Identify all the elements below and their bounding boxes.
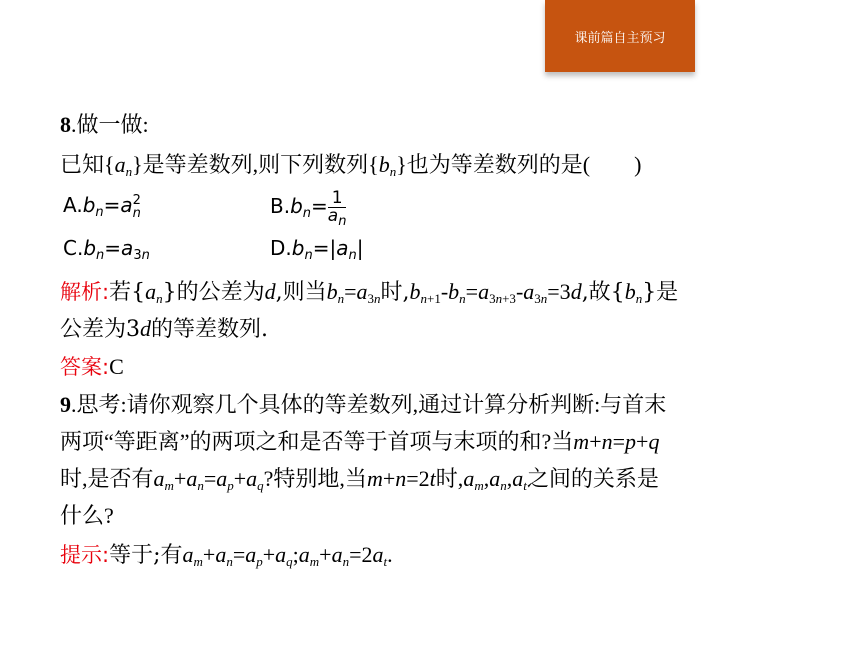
q8-number: 8 bbox=[60, 112, 71, 137]
answer-label: 答案: bbox=[60, 355, 110, 379]
q9-line3: 时,是否有$a_m+a_n=a_p+a_q$?特别地,当m+n=2t时$,a_m,a_n,a_t$之间的关系是 bbox=[60, 466, 659, 493]
q9-line1: 9.思考:请你观察几个具体的等差数列,通过计算分析判断:与首末 bbox=[60, 392, 667, 417]
q8-title-text: .做一做: bbox=[71, 112, 149, 137]
answer-value: C bbox=[109, 354, 124, 379]
q8-option-b: $B.b_n=$ $\frac{1}{a_n}$ bbox=[270, 188, 347, 229]
q9-number: 9 bbox=[60, 392, 71, 417]
q8-analysis-line2: 公差为3d的等差数列. bbox=[60, 316, 268, 342]
hint-label: 提示: bbox=[60, 543, 110, 567]
q8-option-c: $C.b_n=a_{3n}$ bbox=[63, 236, 150, 263]
q8-title bbox=[60, 110, 149, 140]
q8-stem: 已知$\{a_n\}$是等差数列,则下列数列$\{b_n\}$也为等差数列的是( ) bbox=[60, 152, 642, 179]
q8-answer bbox=[60, 352, 124, 382]
q8-option-d: $D.b_n=|a_n|$ bbox=[270, 236, 364, 263]
q9-hint: 提示:等于;有$a_m+a_n=a_p+a_q;a_m+a_n=2a_t$. bbox=[60, 542, 393, 569]
analysis-label: 解析: bbox=[60, 280, 110, 304]
q8-analysis-line1: 解析:若$\{a_n\}$的公差为d,则当$b_n=a_{3n}$时$,b_{n+1}-b_n=a_{3n+3}-a_{3n}=3d$,故$\{b_n\}$是 bbox=[60, 279, 679, 306]
section-tag: 课前篇自主预习 bbox=[545, 0, 695, 72]
q9-line4: 什么? bbox=[60, 503, 114, 528]
q8-option-a: $A.b_n=a$ 2 n bbox=[63, 192, 141, 221]
q9-line2: 两项“等距离”的两项之和是否等于首项与末项的和?当m+n=p+q bbox=[60, 429, 660, 454]
